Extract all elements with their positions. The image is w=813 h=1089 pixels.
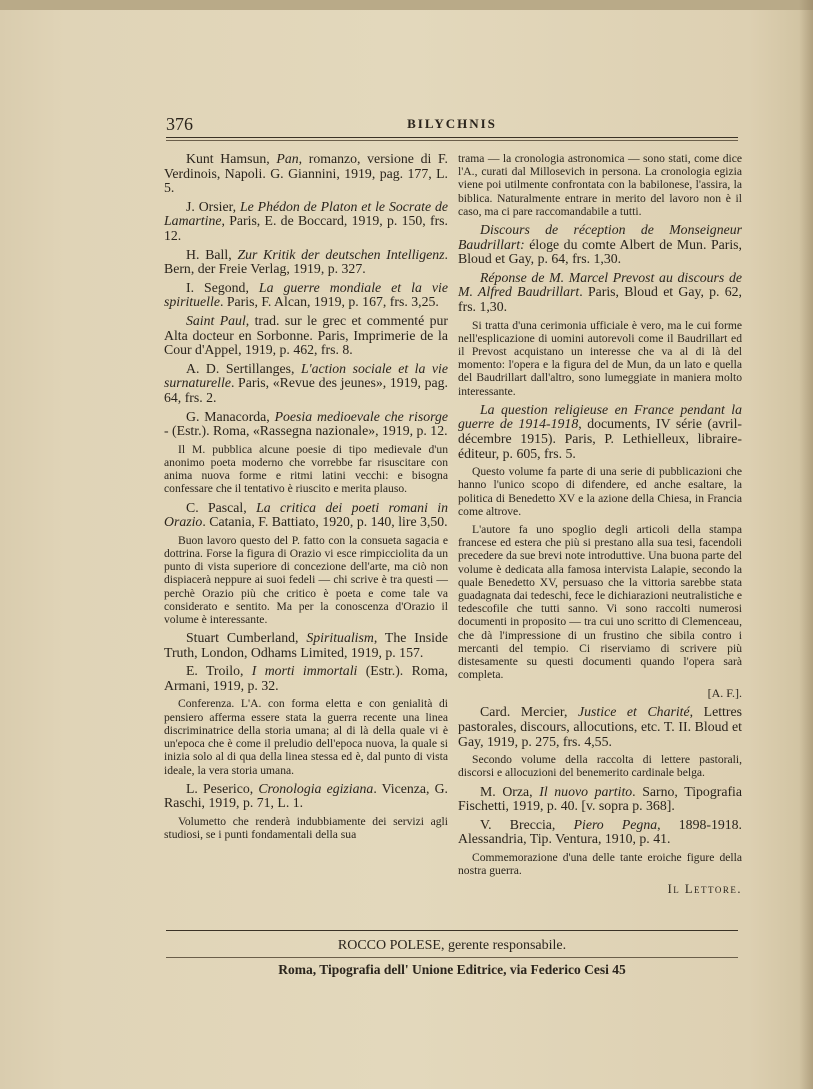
bibliography-entry — [458, 271, 742, 315]
review-note: L'autore fa uno spoglio degli articoli della stampa francese ed estera che più si prestano alla sua tesi, facendoli precedere da sue brevi note introduttive. Una buona parte del volume è dedicata alla famosa intervista Lalapie, secondo la quale Benedetto XV, persuaso che la vittoria sarebbe stata guadagnata dai tedeschi, fece le dichiarazioni neutralistiche e tedescofile che tutti sanno. Vi sono raccolti numerosi documenti in proposito — tra cui uno scritto di Clemenceau, che dà l'impressione di un frustino che sibila contro i mercanti del tempio. Ci riserviamo di scrivere più distesamente su questi documenti quando l'opera sarà completa. — [458, 522, 742, 682]
journal-title: BILYCHNIS — [407, 116, 497, 131]
entry-publication: éloge du comte Albert de Mun. Paris, Bloud et Gay, p. 64, frs. 1,30. — [458, 236, 742, 267]
entry-title: Justice et Charité — [578, 704, 690, 720]
review-note: Secondo volume della raccolta di lettere pastorali, discorsi e allocuzioni del benemerito cardinale belga. — [458, 753, 742, 780]
entry-author: V. Breccia, — [480, 816, 574, 832]
running-head — [166, 112, 738, 134]
entry-title: Cronologia egiziana — [258, 780, 374, 796]
bibliography-entry — [164, 248, 448, 277]
entry-title: Il nuovo partito — [539, 783, 633, 799]
entry-author: Kunt Hamsun, — [186, 151, 277, 166]
footer-rule-thin — [166, 957, 738, 958]
page-right-edge-shadow — [799, 0, 813, 1089]
footer-printer: Roma, Tipografia dell' Unione Editrice, via Federico Cesi 45 — [278, 962, 626, 977]
review-note: trama — la cronologia astronomica — sono stati, come dice l'A., curati dal Millosevich in persona. La cronologia egizia viene poi utilmente confrontata con la babilonese, l'assira, la biblica. Naturalmente entrare in merito del lavoro non è il caso, ma ci pare raccomandabile a tutti. — [458, 152, 742, 218]
entry-author: H. Ball, — [186, 246, 238, 262]
footer-rule — [166, 930, 738, 931]
entry-title: Poesia medioevale che risorge — [274, 408, 448, 424]
bibliography-entry — [164, 362, 448, 406]
entry-title: L'action sociale et la vie surnaturelle — [164, 360, 448, 391]
entry-publication: , Lettres pastorales, discours, allocutions, etc. T. II. Bloud et Gay, 1919, p. 275, frs. 4,55. — [458, 704, 742, 749]
entry-publication: . Paris, Bloud et Gay, p. 62, frs. 1,30. — [458, 284, 742, 314]
entry-author: C. Pascal, — [186, 499, 257, 515]
entry-publication: . Vicenza, G. Raschi, 1919, p. 71, L. 1. — [164, 780, 448, 811]
entry-publication: . Paris, «Revue des jeunes», 1919, pag. 64, frs. 2. — [164, 375, 448, 405]
review-note: Commemorazione d'una delle tante eroiche figure della nostra guerra. — [458, 850, 742, 878]
entry-author: J. Orsier, — [186, 198, 240, 214]
header-rule-thin — [166, 140, 738, 141]
entry-publication: , Paris, E. de Boccard, 1919, p. 150, frs. 12. — [164, 213, 448, 243]
entry-author: G. Manacorda, — [186, 408, 275, 424]
review-note: Buon lavoro questo del P. fatto con la consueta sagacia e dottrina. Forse la figura di Orazio vi esce rimpicciolita da un punto di vista superiore di concezione dell'arte, ma ciò non dispiacerà neppure ai suoi fedeli — chi scrive è tra questi — perchè Orazio più che critico è poeta e come tale va considerato e sentito. Ma per la conoscenza d'Orazio il volume è interessante. — [164, 533, 448, 626]
bibliography-entry — [458, 818, 742, 847]
entry-publication: , trad. sur le grec et commenté pur Alta docteur en Sorbonne. Paris, Imprimerie de la Cour d'Appel, 1919, p. 462, frs. 8. — [164, 312, 448, 358]
bibliography-entry — [164, 782, 448, 811]
entry-title: Piero Pegna — [573, 816, 658, 832]
section-signature: Il Lettore. — [667, 882, 742, 897]
entry-title: Zur Kritik der deutschen Intelligenz — [237, 246, 445, 262]
page-number: 376 — [166, 114, 193, 134]
entry-author: Stuart Cumberland, — [186, 630, 307, 646]
entry-title: La critica dei poeti romani in Orazio — [164, 499, 448, 530]
left-column — [164, 152, 448, 846]
bibliography-entry — [164, 281, 448, 310]
bibliography-entry — [164, 501, 448, 530]
entry-title: Spiritualism — [306, 630, 374, 646]
entry-author: L. Peserico, — [186, 780, 259, 796]
entry-publication: , documents, IV série (avril-décembre 1915). Paris, P. Lethielleux, libraire-éditeur, p. 605, frs. 5. — [458, 416, 742, 461]
bibliography-entry — [164, 200, 448, 244]
entry-author: Card. Mercier, — [480, 704, 579, 720]
review-note: Conferenza. L'A. con forma eletta e con genialità di pensiero afferma essere stata la guerra recente una linea discriminatrice della storia umana; al di là della quale vi è un'epoca che è come il preludio dell'epoca nuova, la quale si inizia solo al di qua della linea stessa ed è, dal punto di vista ideale, la vera storia umana. — [164, 697, 448, 777]
entry-publication: , romanzo, versione di F. Verdinois, Napoli. G. Giannini, 1919, pag. 177, L. 5. — [164, 151, 448, 196]
bibliography-entry — [458, 403, 742, 461]
entry-title: I morti immortali — [251, 663, 358, 679]
review-note: Si tratta d'una cerimonia ufficiale è vero, ma le cui forme nell'esplicazione di uomini autorevoli come il Baudrillart ed il Prevost acquistano un interesse che va al di là del momento: l'opera e la figura del de Mun, da un lato e quella del Baudrillart dall'altro, sono lumeggiate in maniera molto interessante. — [458, 318, 742, 398]
header-rule — [166, 137, 738, 138]
page-top-edge — [0, 0, 813, 10]
entry-author: A. D. Sertillanges, — [186, 360, 301, 376]
entry-title: Réponse de M. Marcel Prevost au discours de M. Alfred Baudrillart — [458, 269, 742, 300]
entry-title: La guerre mondiale et la vie spirituelle — [164, 279, 448, 310]
bibliography-entry — [164, 410, 448, 439]
bibliography-entry — [164, 152, 448, 196]
entry-title: La question religieuse en France pendant la guerre de 1914-1918 — [458, 401, 742, 432]
right-column — [458, 152, 742, 897]
entry-publication: . Catania, F. Battiato, 1920, p. 140, lire 3,50. — [202, 514, 448, 530]
entry-title: Discours de réception de Monseigneur Baudrillart: — [458, 222, 742, 252]
entry-author: I. Segond, — [186, 279, 259, 295]
entry-title: Pan — [276, 151, 299, 166]
bibliography-entry — [458, 223, 742, 267]
entry-author: M. Orza, — [480, 783, 540, 799]
review-signature: [A. F.]. — [707, 686, 742, 701]
review-note: Il M. pubblica alcune poesie di tipo medievale d'un anonimo poeta moderno che vorrebbe far risuscitare con anima nuova forme e ritmi latini vecchi: e bisogna confessare che il tentativo è riuscito e merita plauso. — [164, 442, 448, 496]
entry-publication: . Sarno, Tipografia Fischetti, 1919, p. 40. [v. sopra p. 368]. — [458, 783, 742, 814]
review-note: Questo volume fa parte di una serie di pubblicazioni che hanno l'unico scopo di difendere, ed anche esaltare, la politica di Benedetto XV e la azione della Chiesa, in Francia come altrove. — [458, 465, 742, 518]
bibliography-entry — [458, 785, 742, 814]
review-note: Volumetto che renderà indubbiamente dei servizi agli studiosi, se i punti fondamentali della sua — [164, 814, 448, 842]
entry-publication: - (Estr.). Roma, «Rassegna nazionale», 1919, p. 12. — [164, 423, 448, 439]
bibliography-entry — [458, 705, 742, 749]
footer-manager: ROCCO POLESE, gerente responsabile. — [337, 938, 567, 953]
entry-publication: , The Inside Truth, London, Odhams Limited, 1919, p. 157. — [164, 630, 448, 660]
bibliography-entry — [164, 631, 448, 660]
entry-publication: , 1898-1918. Alessandria, Tip. Ventura, 1910, p. 41. — [458, 816, 742, 847]
entry-title: Saint Paul — [186, 312, 246, 328]
entry-author: E. Troilo, — [186, 663, 252, 679]
entry-publication: . Bern, der Freie Verlag, 1919, p. 327. — [164, 246, 448, 277]
bibliography-entry — [164, 664, 448, 693]
entry-publication: (Estr.). Roma, Armani, 1919, p. 32. — [164, 663, 448, 693]
entry-title: Le Phédon de Platon et le Socrate de Lamartine — [164, 198, 448, 229]
entry-publication: . Paris, F. Alcan, 1919, p. 167, frs. 3,25. — [219, 294, 439, 310]
bibliography-entry — [164, 314, 448, 358]
